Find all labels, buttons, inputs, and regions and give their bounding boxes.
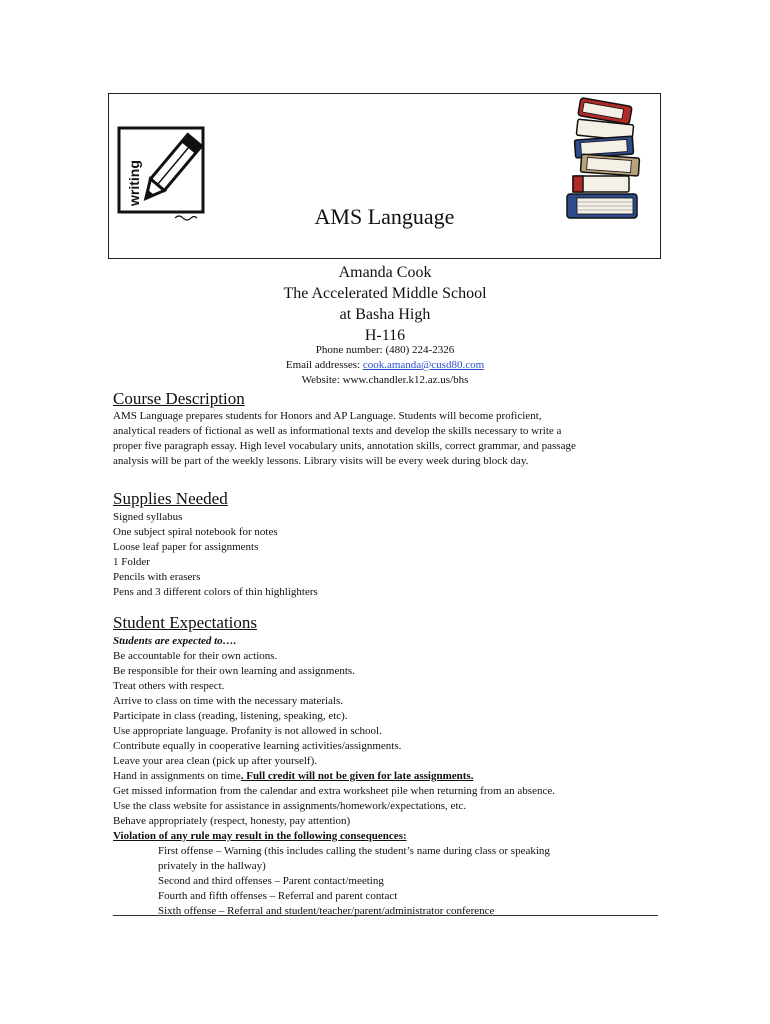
late-work-item	[113, 769, 658, 784]
consequence-item: Second and third offenses – Parent contact/meeting	[158, 875, 384, 887]
website: Website: www.chandler.k12.az.us/bhs	[301, 374, 469, 386]
expectation-item: Be accountable for their own actions.	[113, 650, 278, 662]
course-description-heading: Course Description	[113, 389, 245, 408]
consequence-item: privately in the hallway)	[158, 860, 266, 872]
header-box	[108, 93, 661, 259]
course-description-text	[113, 409, 658, 469]
school-name-line1: The Accelerated Middle School	[283, 285, 487, 302]
consequence-item: Fourth and fifth offenses – Referral and parent contact	[158, 890, 398, 902]
supply-item: One subject spiral notebook for notes	[113, 526, 278, 538]
supply-item: Loose leaf paper for assignments	[113, 541, 259, 553]
expectations-intro: Students are expected to….	[113, 635, 237, 647]
course-description-line: analysis will be part of the weekly lessons. Library visits will be every week during block day.	[113, 455, 529, 467]
expectation-item: Be responsible for their own learning and assignments.	[113, 665, 355, 677]
email-link[interactable]: cook.amanda@cusd80.com	[362, 359, 485, 371]
supply-item: Pens and 3 different colors of thin highlighters	[113, 586, 318, 598]
phone-number: Phone number: (480) 224-2326	[315, 344, 455, 356]
expectations-heading: Student Expectations	[113, 613, 258, 632]
expectation-item: Behave appropriately (respect, honesty, pay attention)	[113, 815, 351, 827]
expectations-list	[113, 634, 658, 919]
expectation-item: Participate in class (reading, listening, speaking, etc).	[113, 710, 348, 722]
expectation-item: Contribute equally in cooperative learning activities/assignments.	[113, 740, 402, 752]
violation-heading: Violation of any rule may result in the following consequences:	[113, 830, 407, 842]
expectation-item: Get missed information from the calendar and extra worksheet pile when returning from an absence.	[113, 785, 555, 797]
page-title: AMS Language	[314, 204, 455, 229]
consequence-item: First offense – Warning (this includes calling the student’s name during class or speaking	[158, 845, 550, 857]
supply-item: Pencils with erasers	[113, 571, 201, 583]
expectation-item: Use appropriate language. Profanity is not allowed in school.	[113, 725, 382, 737]
late-work-policy: . Full credit will not be given for late assignments.	[240, 770, 474, 782]
consequence-item: Sixth offense – Referral and student/teacher/parent/administrator conference	[158, 905, 495, 917]
bottom-divider	[113, 915, 658, 916]
expectation-item: Treat others with respect.	[113, 680, 225, 692]
supply-item: 1 Folder	[113, 556, 150, 568]
late-work-prefix: Hand in assignments on time	[113, 770, 241, 782]
email-label: Email addresses:	[285, 359, 363, 371]
book-stack-icon	[563, 96, 647, 226]
school-name-line2: at Basha High	[339, 306, 431, 323]
teacher-info	[0, 262, 770, 346]
email-line	[0, 358, 770, 373]
supplies-heading: Supplies Needed	[113, 489, 228, 508]
writing-icon-label: writing	[126, 160, 142, 206]
course-description-line: AMS Language prepares students for Honors and AP Language. Students will become proficient,	[113, 410, 542, 422]
supplies-list	[113, 510, 658, 600]
expectation-item: Use the class website for assistance in assignments/homework/expectations, etc.	[113, 800, 467, 812]
expectation-item: Arrive to class on time with the necessary materials.	[113, 695, 344, 707]
course-description-line: proper five paragraph essay. High level vocabulary units, annotation skills, correct grammar, and passage	[113, 440, 576, 452]
contact-info	[0, 343, 770, 388]
supply-item: Signed syllabus	[113, 511, 183, 523]
course-description-line: analytical readers of fictional as well as informational texts and develop the skills necessary to write a	[113, 425, 562, 437]
teacher-name: Amanda Cook	[338, 264, 432, 281]
expectation-item: Leave your area clean (pick up after yourself).	[113, 755, 317, 767]
room-number: H-116	[364, 327, 406, 344]
